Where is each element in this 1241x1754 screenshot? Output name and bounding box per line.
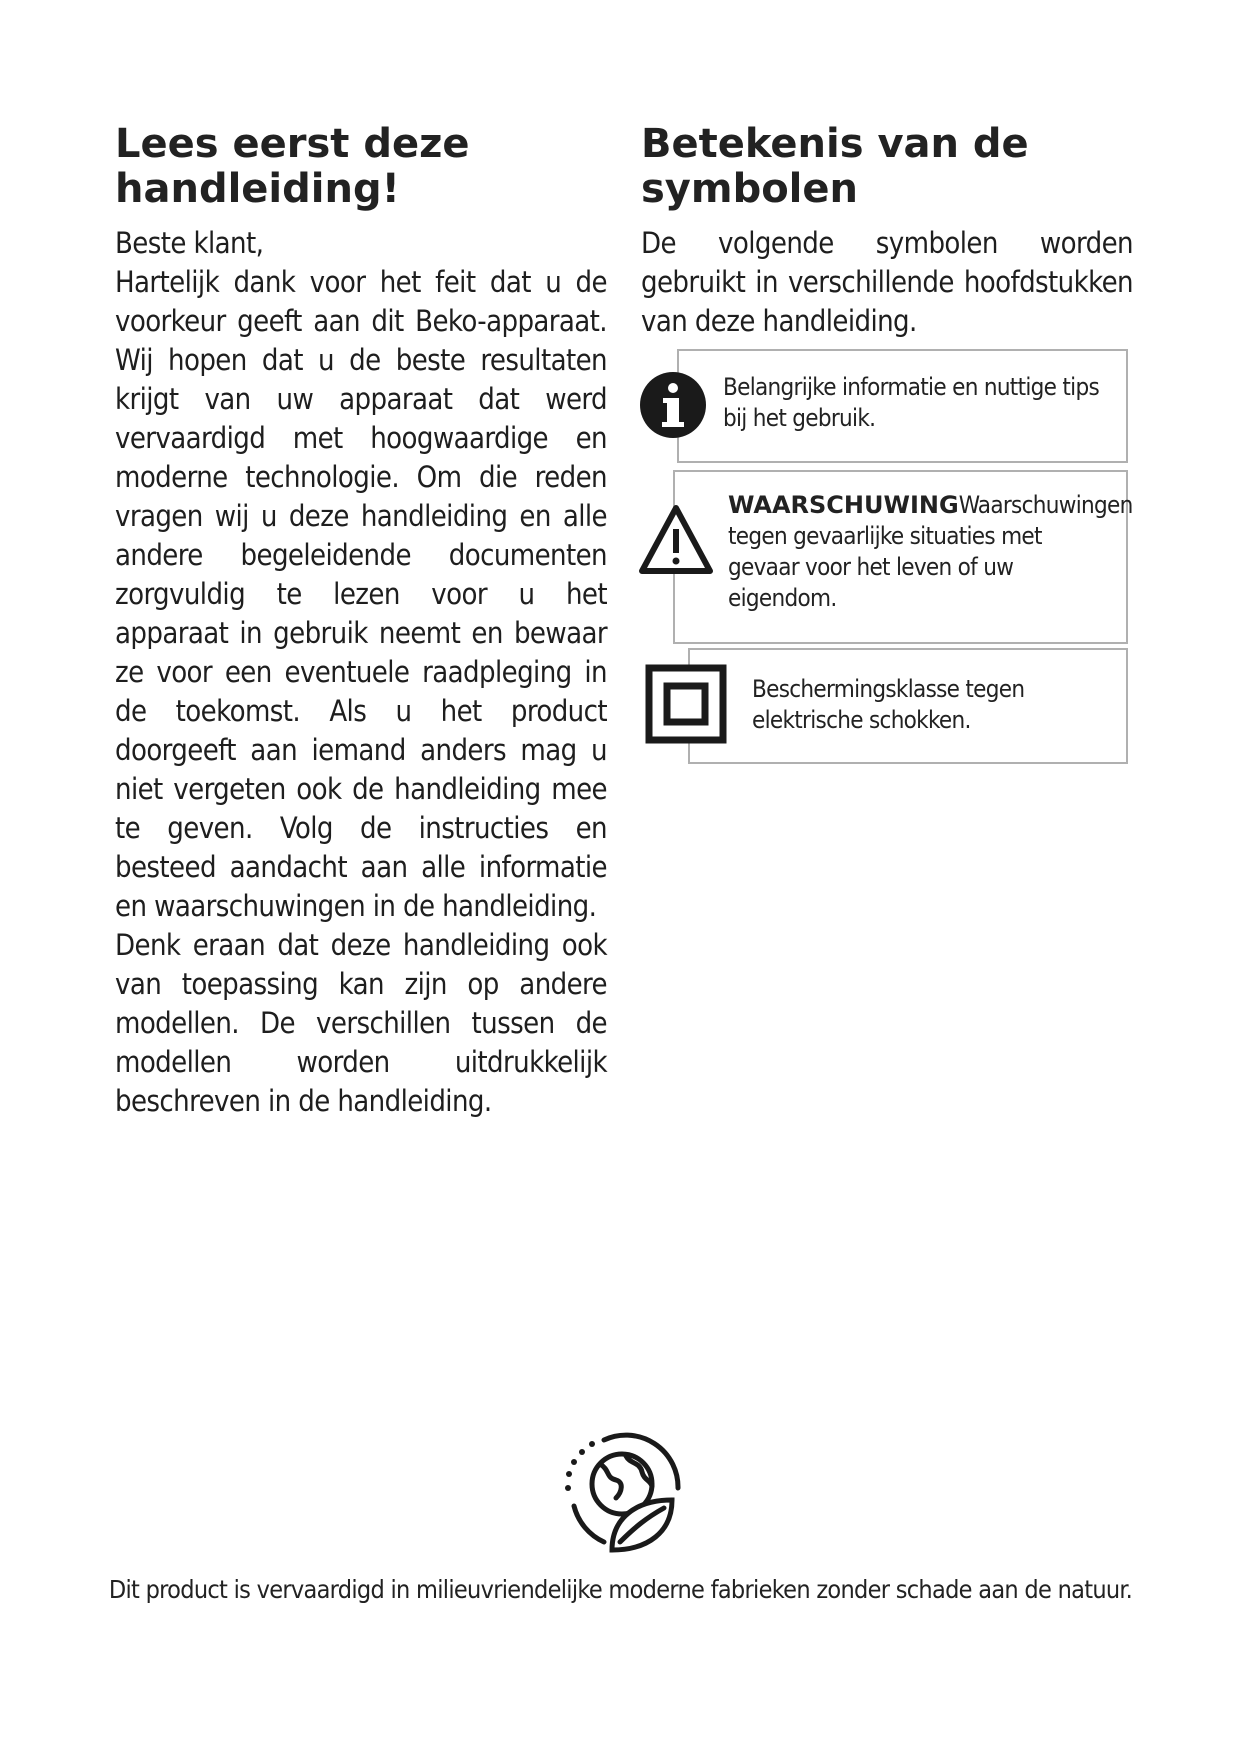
warning-text: Waarschuwingen tegen gevaarlijke situaties met gevaar voor het leven of uw eigendom. bbox=[728, 491, 1133, 612]
double-insulation-icon bbox=[645, 664, 727, 744]
symbol-text-warning bbox=[728, 490, 1133, 614]
info-icon bbox=[638, 370, 708, 440]
intro-paragraph-2: Denk eraan dat deze handleiding ook van toepassing kan zijn op andere modellen. De verschillen tussen de modellen worden uitdrukkelijk beschreven in de handleiding. bbox=[115, 928, 607, 1118]
section-title-symbols: Betekenis van de symbolen bbox=[641, 121, 1029, 212]
intro-body bbox=[115, 224, 607, 1121]
symbols-intro: De volgende symbolen worden gebruikt in verschillende hoofdstukken van deze handleiding. bbox=[641, 226, 1133, 338]
footer-eco-statement: Dit product is vervaardigd in milieuvriendelijke moderne fabrieken zonder schade aan de natuur. bbox=[108, 1575, 1133, 1604]
warning-label: WAARSCHUWING bbox=[728, 491, 959, 519]
section-title-read-first: Lees eerst deze handleiding! bbox=[115, 121, 470, 212]
symbols-section bbox=[641, 122, 1133, 341]
symbol-text-protection-class: Beschermingsklasse tegen elektrische schokken. bbox=[752, 675, 1025, 734]
intro-section bbox=[115, 122, 607, 1121]
symbol-text-info: Belangrijke informatie en nuttige tips bij het gebruik. bbox=[723, 373, 1100, 432]
eco-globe-leaf-icon bbox=[560, 1426, 686, 1556]
greeting: Beste klant, bbox=[115, 226, 264, 260]
warning-icon bbox=[638, 503, 714, 577]
intro-paragraph-1: Hartelijk dank voor het feit dat u de voorkeur geeft aan dit Beko-apparaat. Wij hopen dat u de beste resultaten krijgt van uw apparaat dat werd vervaardigd met hoogwaardige en moderne technologie. Om die reden vragen wij u deze handleiding en alle andere begeleidende documenten zorgvuldig te lezen voor u het apparaat in gebruik neemt en bewaar ze voor een eventuele raadpleging in de toekomst. Als u het product doorgeeft aan iemand anders mag u niet vergeten ook de handleiding mee te geven. Volg de instructies en besteed aandacht aan alle informatie en waarschuwingen in de handleiding. bbox=[115, 265, 607, 923]
